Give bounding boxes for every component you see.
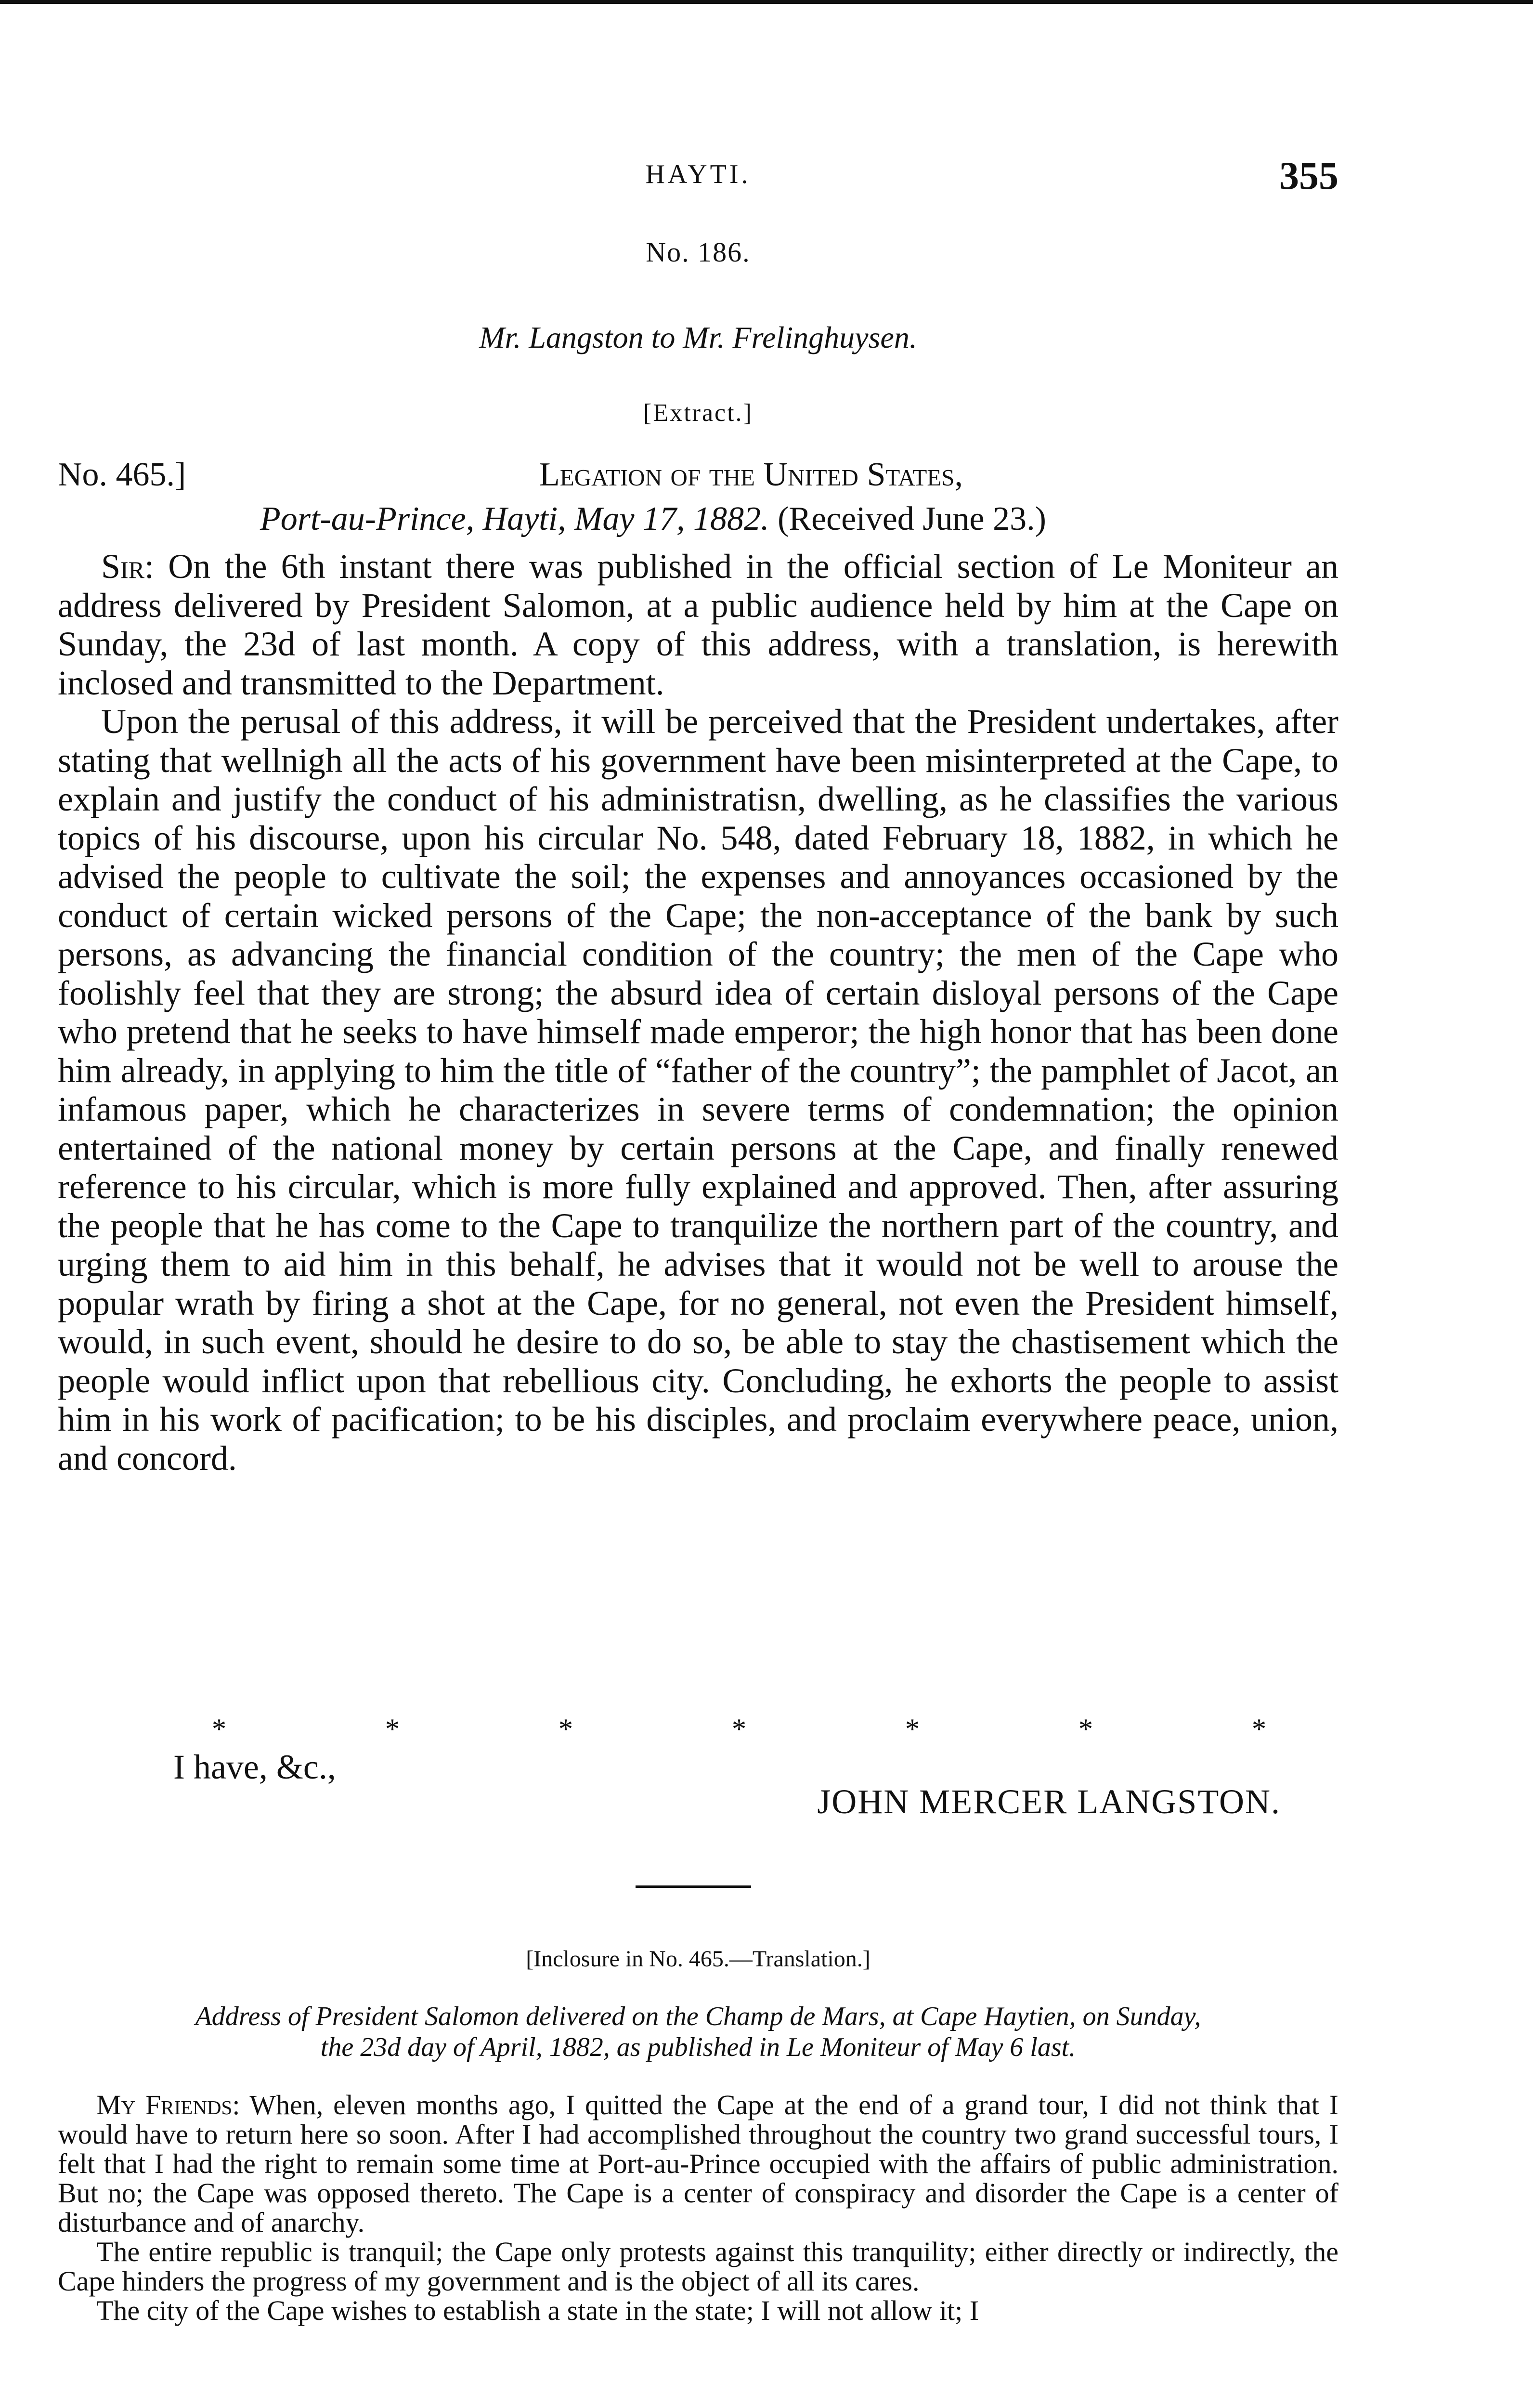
ellipsis-marks: [58, 1713, 1338, 1745]
inclosure-title: [58, 2001, 1338, 2063]
inclosure-paragraph-3: The city of the Cape wishes to establish a state in the state; I will not allow it; I: [96, 2295, 979, 2326]
inclosure-body: [58, 2090, 1338, 2325]
inclosure-title-line-2: the 23d day of April, 1882, as published in Le Moniteur of May 6 last.: [320, 2032, 1076, 2062]
received-note: (Received June 23.): [778, 500, 1046, 537]
inclosure-paragraph-1-text: When, eleven months ago, I quitted the Cape at the end of a grand tour, I did not think that I would have to return here so soon. After I had accomplished throughout the country two grand successful tours, I felt that I had the right to remain some time at Port-au-Prince occupied with the affairs of public administration. But no; the Cape was opposed thereto. The Cape is a center of conspiracy and disorder the Cape is a center of disturbance and of anarchy.: [58, 2089, 1338, 2238]
extract-label: [Extract.]: [643, 399, 753, 427]
letter-body: [58, 547, 1338, 1478]
ellipsis-star: *: [385, 1713, 400, 1745]
letter-paragraph-2: Upon the perusal of this address, it will be perceived that the President undertakes, after stating that wellnigh all the acts of his government have been misinterpreted at the Cape, to explain and justify the conduct of his administratisn, dwelling, as he classifies the various topics of his discourse, upon his circular No. 548, dated February 18, 1882, in which he advised the people to cultivate the soil; the expenses and annoyances occasioned by the conduct of certain wicked persons of the Cape; the non-acceptance of the bank by such persons, as advancing the financial condition of the country; the men of the Cape who foolishly feel that they are strong; the absurd idea of certain disloyal persons of the Cape who pretend that he seeks to have himself made emperor; the high honor that has been done him already, in applying to him the title of “father of the country”; the pamphlet of Jacot, an infamous paper, which he characterizes in severe terms of condemnation; the opinion entertained of the national money by certain persons at the Cape, and finally renewed reference to his circular, which is more fully explained and approved. Then, after assuring the people that he has come to the Cape to tranquilize the northern part of the country, and urging them to aid him in this behalf, he advises that it would not be well to arouse the popular wrath by firing a shot at the Cape, for no general, not even the President himself, would, in such event, should he desire to do so, be able to stay the chastisement which the people would inflict upon that rebellious city. Concluding, he exhorts the people to assist him in his work of pacification; to be his disciples, and proclaim everywhere peace, union, and concord.: [58, 702, 1338, 1478]
legation-heading: Legation of the United States,: [539, 456, 963, 493]
ellipsis-star: *: [905, 1713, 920, 1745]
letter-paragraph-1-text: On the 6th instant there was published in the official section of Le Moniteur an address delivered by President Salomon, at a public audience held by him at the Cape on Sunday, the 23d of last month. A copy of this address, with a translation, is herewith inclosed and transmitted to the Department.: [58, 547, 1339, 702]
inclosure-paragraph-2: The entire republic is tranquil; the Cape only protests against this tranquility; either directly or indirectly, the Cape hinders the progress of my government and is the object of all its cares.: [58, 2236, 1338, 2297]
inclosure-salutation: My Friends:: [96, 2089, 240, 2120]
letter-salutation: Sir:: [101, 547, 155, 586]
ellipsis-star: *: [1078, 1713, 1093, 1745]
ellipsis-star: *: [212, 1713, 226, 1745]
letter-signature: JOHN MERCER LANGSTON.: [817, 1782, 1281, 1821]
ellipsis-star: *: [732, 1713, 746, 1745]
section-divider: [636, 1885, 751, 1888]
running-head-title: HAYTI.: [645, 159, 751, 189]
document-number: No. 186.: [646, 236, 751, 268]
letter-closing: I have, &c.,: [173, 1748, 336, 1786]
despatch-number: No. 465.]: [58, 456, 186, 493]
letter-paragraph: [58, 547, 1338, 702]
inclosure-title-line-1: Address of President Salomon delivered on the Champ de Mars, at Cape Haytien, on Sunday,: [195, 2002, 1201, 2031]
inclosure-heading: [Inclosure in No. 465.—Translation.]: [526, 1946, 870, 1972]
inclosure-paragraph: [58, 2090, 1338, 2237]
running-head: [58, 153, 1338, 197]
ellipsis-star: *: [559, 1713, 573, 1745]
top-border-line: [0, 0, 1533, 4]
page-number: 355: [1279, 154, 1338, 197]
ellipsis-star: *: [1252, 1713, 1266, 1745]
dateline: [58, 453, 1338, 541]
correspondence-route: Mr. Langston to Mr. Frelinghuysen.: [479, 320, 917, 354]
place-and-date: Port-au-Prince, Hayti, May 17, 1882.: [260, 500, 769, 537]
